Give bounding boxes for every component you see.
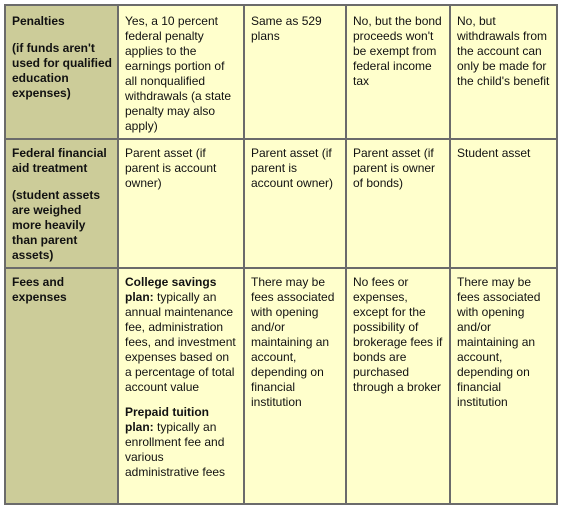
table-cell: Same as 529 plans	[244, 5, 346, 139]
table-cell: No, but withdrawals from the account can only be made for the child's benefit	[450, 5, 557, 139]
table-cell-529-fees	[118, 268, 244, 504]
college-savings-paragraph	[125, 275, 238, 395]
row-header-note: (if funds aren't used for qualified education expenses)	[12, 41, 113, 100]
row-header-fees	[5, 268, 118, 504]
row-header-note: (student assets are weighed more heavily than parent assets)	[12, 188, 101, 262]
table-cell: No, but the bond proceeds won't be exempt from federal income tax	[346, 5, 450, 139]
prepaid-tuition-text: typically an enrollment fee and various administrative fees	[125, 420, 226, 479]
table-cell: There may be fees associated with opening and/or maintaining an account, depending on financial institution	[244, 268, 346, 504]
comparison-table	[4, 4, 558, 505]
table-cell: Parent asset (if parent is account owner)	[118, 139, 244, 268]
row-header-financial-aid	[5, 139, 118, 268]
prepaid-tuition-paragraph	[125, 405, 238, 480]
row-header-title: Penalties	[12, 14, 65, 28]
table-cell: No fees or expenses, except for the possibility of brokerage fees if bonds are purchased through a broker	[346, 268, 450, 504]
table-cell: Yes, a 10 percent federal penalty applies to the earnings portion of all nonqualified withdrawals (a state penalty may also apply)	[118, 5, 244, 139]
table-row-penalties	[5, 5, 557, 139]
table-cell: Parent asset (if parent is owner of bonds)	[346, 139, 450, 268]
table-row-financial-aid	[5, 139, 557, 268]
table-row-fees	[5, 268, 557, 504]
row-header-penalties	[5, 5, 118, 139]
table-cell: Student asset	[450, 139, 557, 268]
prepaid-tuition-lead: Prepaid tuition plan:	[125, 405, 209, 434]
college-savings-text: typically an annual maintenance fee, administration fees, and investment expenses based on a percentage of total account value	[125, 290, 236, 394]
row-header-title: Federal financial aid treatment	[12, 146, 107, 175]
college-savings-lead: College savings plan:	[125, 275, 217, 304]
table-cell: Parent asset (if parent is account owner)	[244, 139, 346, 268]
table-cell: There may be fees associated with opening and/or maintaining an account, depending on financial institution	[450, 268, 557, 504]
row-header-title: Fees and expenses	[12, 275, 67, 304]
